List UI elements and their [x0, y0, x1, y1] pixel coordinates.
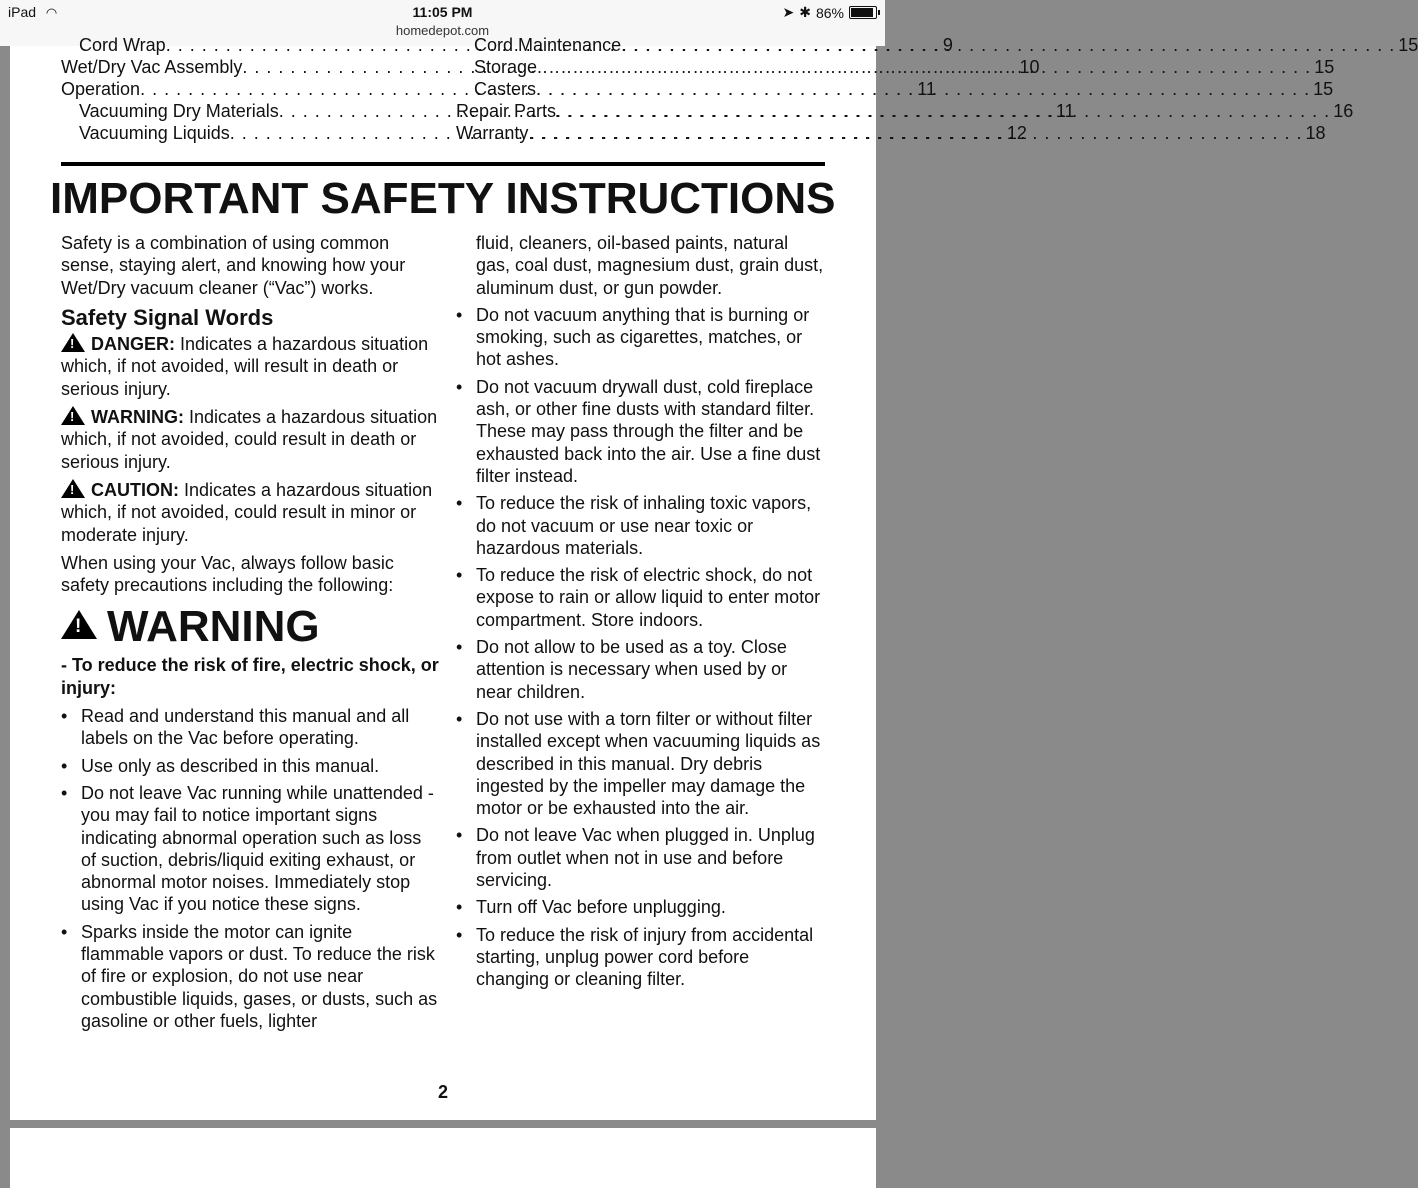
- list-item-text: To reduce the risk of inhaling toxic vapors, do not vacuum or use near toxic or hazardous materials.: [476, 493, 812, 558]
- toc-leader-dots: [528, 122, 1302, 144]
- toc-entry-title: Storage: [474, 57, 538, 77]
- toc-entry-page: 10: [1019, 57, 1040, 77]
- intro-text: Safety is a combination of using common sense, staying alert, and knowing how your Wet/Dry vacuum cleaner (“Vac”) works.: [61, 233, 406, 298]
- signal-warning: [61, 406, 439, 473]
- list-item-text: Read and understand this manual and all labels on the Vac before operating.: [81, 706, 410, 749]
- toc-entry-page: 15: [1398, 35, 1418, 55]
- toc-leader-dots: [556, 100, 1330, 122]
- toc-entry-page: 9: [942, 35, 953, 55]
- divider-rule: [61, 162, 825, 166]
- bullet-icon: •: [456, 708, 463, 729]
- page-title: IMPORTANT SAFETY INSTRUCTIONS: [50, 174, 836, 223]
- toc-entry-page: 16: [1333, 101, 1354, 121]
- left-column: [61, 232, 439, 1037]
- toc-entry-page: 11: [1055, 101, 1075, 121]
- warning-triangle-icon: [61, 610, 97, 639]
- bullet-list-left: [61, 705, 439, 1032]
- list-item-text: To reduce the risk of injury from accidental starting, unplug power cord before changing or cleaning filter.: [476, 924, 814, 990]
- list-item: [456, 304, 826, 371]
- location-icon: ➤: [782, 4, 795, 20]
- warning-subheading: - To reduce the risk of fire, electric shock, or injury:: [61, 655, 439, 698]
- bullet-icon: •: [456, 637, 463, 658]
- toc-entry-page: 11: [917, 79, 936, 99]
- warning-triangle-icon: [61, 333, 85, 352]
- list-item-text: Sparks inside the motor can ignite flammable vapors or dust. To reduce the risk of fire or explosion, do not use near combustible liquids, gases, or dusts, such as gasoline or other fuels, lighter: [81, 921, 438, 1031]
- bullet-icon: •: [456, 376, 463, 397]
- list-item-text: Do not vacuum anything that is burning or smoking, such as cigarettes, matches, or hot ashes.: [476, 304, 810, 370]
- clock: 11:05 PM: [412, 4, 473, 20]
- toc-entry-title: Cord Maintenance: [474, 35, 622, 55]
- right-column: [456, 232, 826, 996]
- list-item-text: Do not vacuum drywall dust, cold fireplace ash, or other fine dusts with standard filter. These may pass through the filter and be exhausted back into the air. Use a fine dust filter instead.: [476, 376, 821, 486]
- list-item-text: Do not allow to be used as a toy. Close attention is necessary when used by or near children.: [476, 637, 788, 702]
- signal-word: DANGER:: [91, 334, 175, 355]
- signal-danger: [61, 333, 439, 400]
- wifi-icon: ◠: [45, 5, 58, 20]
- signal-text: Indicates a hazardous situation which, if not avoided, could result in minor or moderate injury.: [61, 479, 433, 545]
- list-item: [456, 376, 826, 487]
- toc-leader-dots: [621, 34, 1395, 56]
- toc-entry-title: Warranty: [456, 123, 529, 143]
- list-item-text: Do not leave Vac running while unattended - you may fail to notice important signs indicating abnormal operation such as loss of suction, debris/liquid exiting exhaust, or abnormal motor noises. Immediately stop using Vac if you notice these signs.: [81, 782, 434, 915]
- warning-triangle-icon: [61, 406, 85, 425]
- signal-caution: [61, 479, 439, 546]
- signal-text: Indicates a hazardous situation which, if not avoided, will result in death or serious injury.: [61, 334, 429, 399]
- toc-entry-page: 18: [1305, 123, 1326, 143]
- warning-triangle-icon: [61, 479, 85, 498]
- status-right: [783, 4, 878, 21]
- battery-icon: [849, 6, 877, 19]
- toc-entry-page: 12: [1006, 123, 1027, 143]
- list-item-text: Do not leave Vac when plugged in. Unplug from outlet when not in use and before servicing.: [476, 825, 815, 891]
- bullet-icon: •: [456, 897, 463, 918]
- big-warning-label: WARNING: [107, 602, 320, 652]
- list-item: [456, 564, 826, 631]
- bullet-icon: •: [456, 304, 463, 325]
- continued-text: fluid, cleaners, oil-based paints, natural gas, coal dust, magnesium dust, grain dust, aluminum dust, or gun powder.: [476, 233, 824, 298]
- toc-entry-title: Vacuuming Dry Materials: [79, 101, 279, 121]
- bullet-icon: •: [61, 755, 68, 776]
- bullet-icon: •: [61, 921, 68, 942]
- list-item: [61, 755, 439, 777]
- list-item: [456, 824, 826, 891]
- list-item: [456, 708, 826, 819]
- toc-entry-title: Operation: [61, 79, 141, 99]
- bullet-icon: •: [456, 565, 463, 586]
- next-page-preview[interactable]: [10, 1128, 876, 1188]
- toc-entry-title: Vacuuming Liquids: [79, 123, 230, 143]
- toc-entry-page: 15: [1314, 57, 1335, 77]
- precautions-intro: When using your Vac, always follow basic safety precautions including the following:: [61, 552, 394, 596]
- bullet-icon: •: [456, 493, 463, 514]
- toc-entry-title: Casters: [474, 79, 537, 99]
- list-item-text: To reduce the risk of electric shock, do not expose to rain or allow liquid to enter motor compartment. Store indoors.: [476, 565, 821, 630]
- bullet-icon: •: [61, 782, 68, 803]
- toc-entry-page: 15: [1313, 79, 1334, 99]
- battery-percent: 86%: [815, 4, 844, 21]
- signal-text: Indicates a hazardous situation which, if not avoided, could result in death or serious injury.: [61, 407, 438, 472]
- bluetooth-icon: ✱: [799, 4, 811, 20]
- document-page[interactable]: [10, 35, 1418, 1120]
- toc-leader-dots: [536, 78, 1310, 100]
- bullet-list-right: [456, 304, 826, 991]
- url-label[interactable]: homedepot.com: [395, 23, 490, 38]
- toc-entry[interactable]: [456, 34, 1418, 56]
- list-item: [456, 636, 826, 703]
- signal-words-heading: Safety Signal Words: [61, 304, 274, 330]
- signal-word: WARNING:: [91, 407, 184, 428]
- toc-entry-title: Repair Parts: [456, 101, 557, 121]
- list-item: [456, 924, 826, 991]
- list-item-text: Turn off Vac before unplugging.: [476, 897, 726, 918]
- bullet-icon: •: [456, 924, 463, 945]
- list-item: [61, 705, 439, 750]
- list-item-text: Use only as described in this manual.: [81, 755, 380, 776]
- list-item: [456, 492, 826, 559]
- toc-leader-dots: [537, 56, 1311, 78]
- list-item: [61, 921, 439, 1032]
- list-item-text: Do not use with a torn filter or without filter installed except when vacuuming liquids as described in this manual. Dry debris ingested by the impeller may damage the motor or be exhausted into the air.: [476, 708, 821, 819]
- signal-word: CAUTION:: [91, 479, 179, 500]
- big-warning-heading: [61, 602, 439, 652]
- bullet-icon: •: [456, 825, 463, 846]
- page-number: 2: [437, 1082, 448, 1102]
- toc-entry-title: Wet/Dry Vac Assembly: [61, 57, 243, 77]
- list-item: [456, 896, 826, 918]
- list-item: [61, 782, 439, 916]
- toc-entry-title: Cord Wrap: [79, 35, 166, 55]
- device-name: iPad: [8, 4, 37, 20]
- bullet-icon: •: [61, 706, 68, 727]
